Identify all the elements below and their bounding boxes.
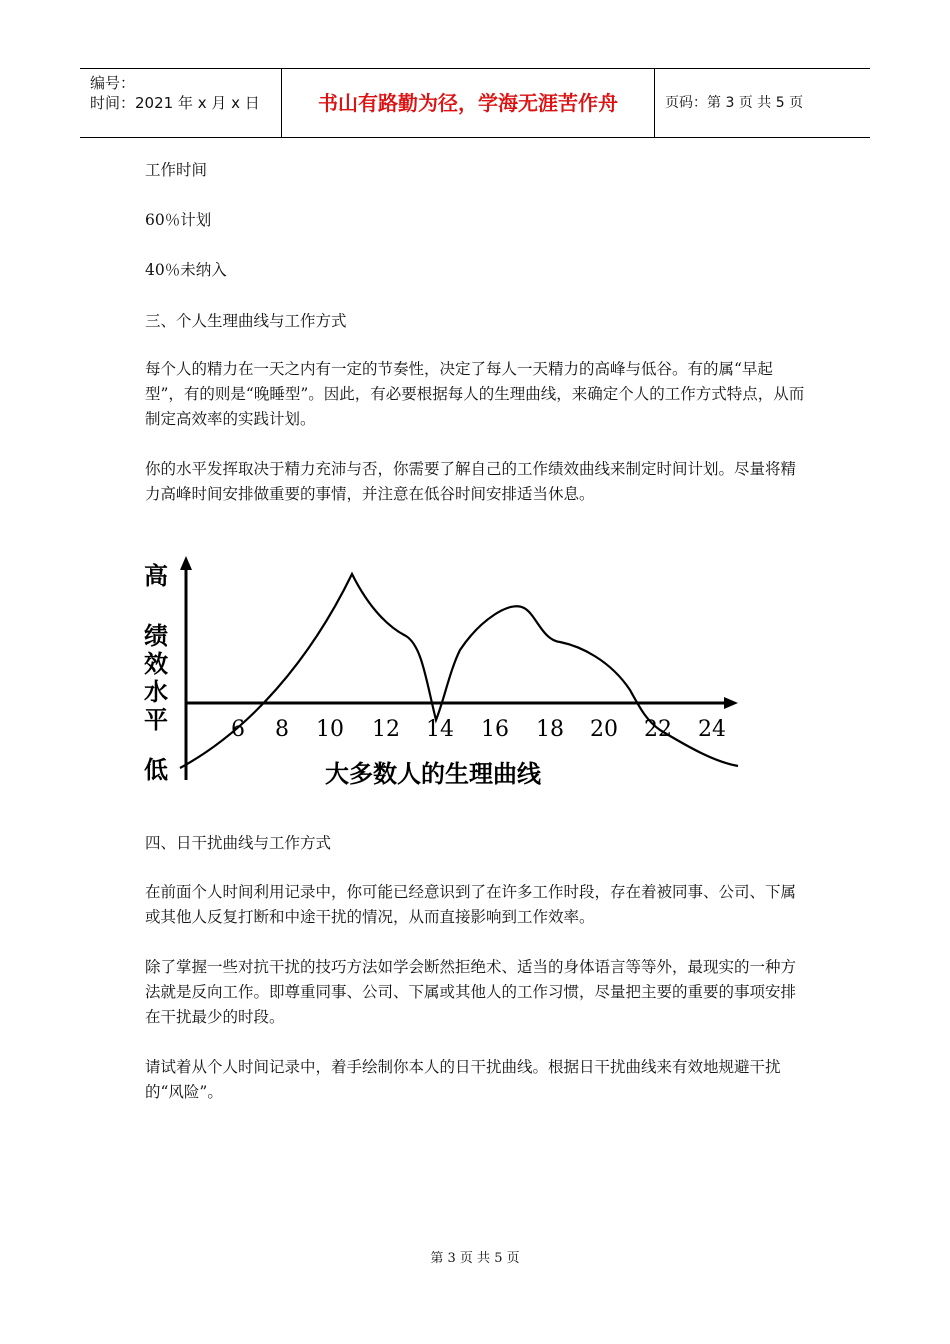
x-tick-label: 12 xyxy=(372,717,400,742)
x-tick-label: 20 xyxy=(590,717,618,742)
y-axis-title-char: 绩 xyxy=(144,622,168,650)
y-axis-title-char: 效 xyxy=(144,650,168,678)
para-unplanned: 40％未纳入 xyxy=(145,261,227,279)
header-meta xyxy=(80,69,280,137)
para-interruptions: 在前面个人时间利用记录中，你可能已经意识到了在许多工作时段，存在着被同事、公司、下属或其他人反复打断和中途干扰的情况，从而直接影响到工作效率。 xyxy=(145,883,797,926)
para-energy-rhythm: 每个人的精力在一天之内有一定的节奏性，决定了每人一天精力的高峰与低谷。有的属“早起型”，有的则是“晚睡型”。因此，有必要根据每人的生理曲线，来确定个人的工作方式特点，从而制定高效率的实践计划。 xyxy=(145,360,805,428)
para-planned: 60％计划 xyxy=(145,211,212,229)
physiology-curve-figure xyxy=(140,550,750,800)
y-label-high: 高 xyxy=(144,562,168,590)
x-tick-label: 16 xyxy=(481,717,509,742)
para-draw-curve: 请试着从个人时间记录中，着手绘制你本人的日干扰曲线。根据日干扰曲线来有效地规避干扰的“风险”。 xyxy=(145,1058,781,1101)
curve-svg xyxy=(140,550,750,800)
y-axis-title-char: 平 xyxy=(144,706,168,734)
page-footer: 第 3 页 共 5 页 xyxy=(430,1251,520,1266)
y-axis-arrow xyxy=(180,556,192,570)
y-label-low: 低 xyxy=(144,756,168,784)
x-tick-label: 22 xyxy=(644,717,672,742)
x-tick-label: 18 xyxy=(536,717,564,742)
section-heading-4: 四、日干扰曲线与工作方式 xyxy=(145,834,332,852)
page-header xyxy=(80,68,870,138)
header-page-info: 页码：第 3 页 共 5 页 xyxy=(665,95,804,111)
y-axis-title xyxy=(144,622,168,734)
x-tick-label: 6 xyxy=(231,717,245,742)
x-tick-labels xyxy=(231,717,726,742)
x-axis-arrow xyxy=(724,697,738,709)
x-tick-label: 8 xyxy=(275,717,289,742)
header-number: 编号： xyxy=(90,74,136,92)
figure-caption: 大多数人的生理曲线 xyxy=(325,760,541,788)
y-axis-title-char: 水 xyxy=(144,678,168,706)
para-reverse-work: 除了掌握一些对抗干扰的技巧方法如学会断然拒绝术、适当的身体语言等等外，最现实的一种方法就是反向工作。即尊重同事、公司、下属或其他人的工作习惯，尽量把主要的重要的事项安排在干扰最少的时段。 xyxy=(145,958,797,1026)
para-work-time: 工作时间 xyxy=(145,161,208,179)
section-heading-3: 三、个人生理曲线与工作方式 xyxy=(145,312,347,330)
para-performance: 你的水平发挥取决于精力充沛与否，你需要了解自己的工作绩效曲线来制定时间计划。尽量将精力高峰时间安排做重要的事情，并注意在低谷时间安排适当休息。 xyxy=(145,460,797,503)
x-tick-label: 10 xyxy=(316,717,344,742)
x-tick-label: 14 xyxy=(426,717,454,742)
x-tick-label: 24 xyxy=(698,717,726,742)
header-motto: 书山有路勤为径，学海无涯苦作舟 xyxy=(281,69,655,137)
header-date: 时间：2021 年 x 月 x 日 xyxy=(90,94,260,112)
